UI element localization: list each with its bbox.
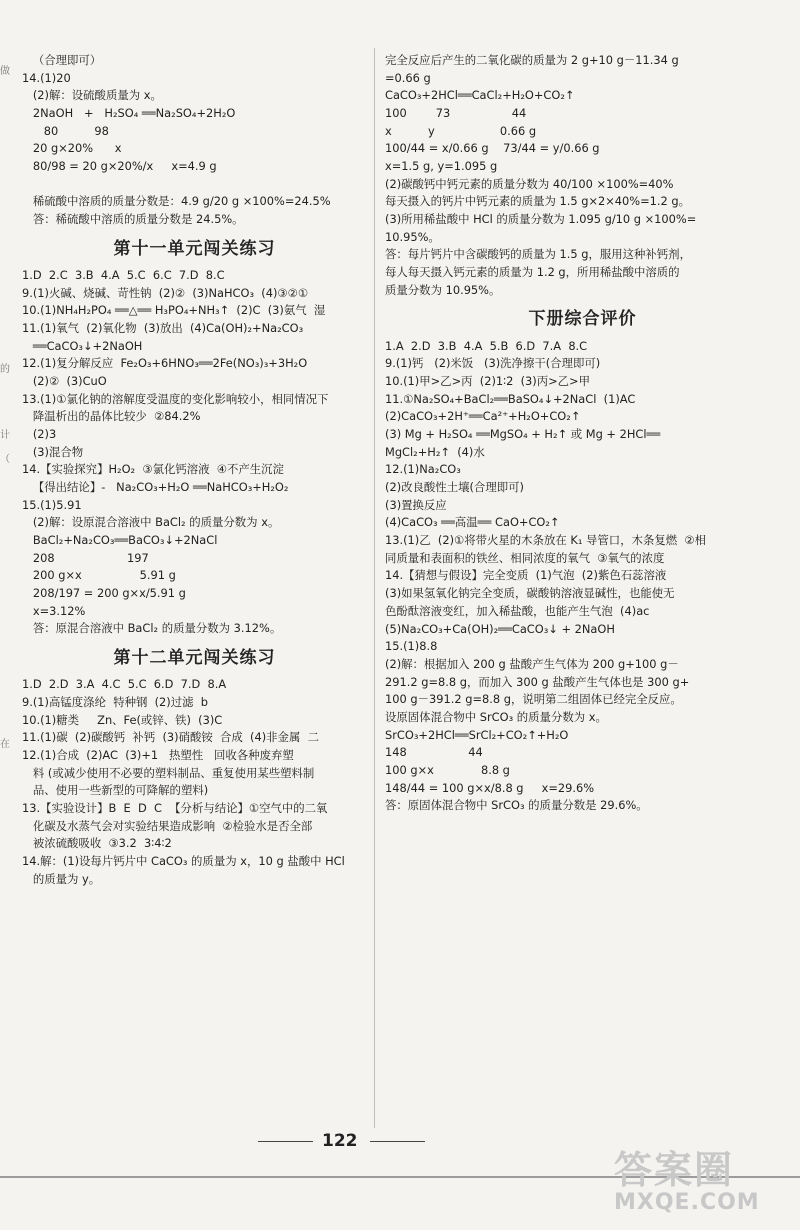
text-line: 100 g×x 8.8 g [385,762,510,777]
text-line: SrCO₃+2HCl══SrCl₂+CO₂↑+H₂O [385,727,569,742]
text-line: (2)CaCO₃+2H⁺══Ca²⁺+H₂O+CO₂↑ [385,409,581,424]
text-line: 100/44 = x/0.66 g 73/44 = y/0.66 g [385,141,600,156]
text-line: (3)所用稀盐酸中 HCl 的质量分数为 1.095 g/10 g ×100%= [385,212,697,227]
text-line: 15.(1)5.91 [22,497,82,512]
text-line: (2)碳酸钙中钙元素的质量分数为 40/100 ×100%=40% [385,176,674,191]
watermark-logo [614,1150,790,1218]
text-line: (2)② (3)CuO [22,374,107,389]
text-line: 品、使用一些新型的可降解的塑料) [22,783,209,798]
text-line: 答：原固体混合物中 SrCO₃ 的质量分数是 29.6%。 [385,798,648,813]
text-line: 每人每天摄入钙元素的质量为 1.2 g，所用稀盐酸中溶质的 [385,265,680,280]
text-line: (3)如果氢氧化钠完全变质，碳酸钠溶液显碱性，也能使无 [385,586,675,601]
text-line: 同质量和表面积的铁丝、相同浓度的氧气 ③氧气的浓度 [385,550,665,565]
text-line: x=1.5 g, y=1.095 g [385,159,498,174]
page-number-rule-right [370,1141,425,1142]
text-line: (2)改良酸性土壤(合理即可) [385,480,524,495]
text-line: 答：稀硫酸中溶质的质量分数是 24.5%。 [22,211,244,226]
text-line: 148 44 [385,745,483,760]
text-line: 15.(1)8.8 [385,639,438,654]
text-line: 设原固体混合物中 SrCO₃ 的质量分数为 x。 [385,709,607,724]
text-line: (4)CaCO₃ ══高温══ CaO+CO₂↑ [385,515,560,530]
text-line: （合理即可） [22,53,102,67]
text-line: 100 g－391.2 g=8.8 g，说明第二组固体已经完全反应。 [385,692,682,707]
text-line: MgCl₂+H₂↑ (4)水 [385,444,485,459]
text-line: 每天摄入的钙片中钙元素的质量为 1.5 g×2×40%=1.2 g。 [385,194,691,209]
text-line: 14.(1)20 [22,70,71,85]
right-column [385,52,780,815]
text-line: (2)解：根据加入 200 g 盐酸产生气体为 200 g+100 g－ [385,656,679,671]
text-line: =0.66 g [385,70,431,85]
text-line: 14.【猜想与假设】完全变质 (1)气泡 (2)紫色石蕊溶液 [385,568,667,583]
text-line: 200 g×x 5.91 g [22,568,176,583]
watermark-en: MXQE.COM [614,1190,760,1215]
text-line: 11.(1)碳 (2)碳酸钙 补钙 (3)硝酸铵 合成 (4)非金属 二 [22,730,319,745]
text-line: 13.(1)①氯化钠的溶解度受温度的变化影响较小，相同情况下 [22,391,329,406]
text-line: 13.(1)乙 (2)①将带火星的木条放在 K₁ 导管口，木条复燃 ②相 [385,533,706,548]
text-line [22,176,367,194]
text-line: ══CaCO₃↓+2NaOH [22,338,143,353]
page-number: 122 [322,1131,358,1151]
text-line: 11.①Na₂SO₄+BaCl₂══BaSO₄↓+2NaCl (1)AC [385,391,636,406]
text-line: 9.(1)钙 (2)米饭 (3)洗净擦干(合理即可) [385,356,601,371]
text-line: 20 g×20% x [22,141,122,156]
page-number-rule-left [258,1141,313,1142]
edge-char: （ [0,454,10,465]
text-line: 208 197 [22,550,149,565]
text-line: 9.(1)火碱、烧碱、苛性钠 (2)② (3)NaHCO₃ (4)③②① [22,285,309,300]
text-line: 14.解：(1)设每片钙片中 CaCO₃ 的质量为 x，10 g 盐酸中 HCl [22,854,345,869]
edge-char: 在 [0,739,10,750]
text-line: 291.2 g=8.8 g，而加入 300 g 盐酸产生气体也是 300 g+ [385,674,690,689]
text-line: 148/44 = 100 g×x/8.8 g x=29.6% [385,780,595,795]
text-line: 完全反应后产生的二氧化碳的质量为 2 g+10 g－11.34 g [385,53,679,67]
section-heading: 第十一单元闯关练习 [113,238,276,259]
text-line: 料 (或减少使用不必要的塑料制品、重复使用某些塑料制 [22,765,315,780]
text-line: (3)置换反应 [385,497,447,512]
text-line: 10.95%。 [385,229,440,244]
text-line: (2)解：设原混合溶液中 BaCl₂ 的质量分数为 x。 [22,515,280,530]
text-line: 【得出结论】- Na₂CO₃+H₂O ══NaHCO₃+H₂O₂ [22,480,289,495]
text-line: x=3.12% [22,603,86,618]
text-line: 14.【实验探究】H₂O₂ ③氯化钙溶液 ④不产生沉淀 [22,462,284,477]
text-line: 12.(1)复分解反应 Fe₂O₃+6HNO₃══2Fe(NO₃)₃+3H₂O [22,356,308,371]
text-line: 质量分数为 10.95%。 [385,282,501,297]
text-line: 10.(1)甲>乙>丙 (2)1∶2 (3)丙>乙>甲 [385,374,590,389]
column-divider [374,48,375,1128]
text-line: BaCl₂+Na₂CO₃══BaCO₃↓+2NaCl [22,533,218,548]
text-line: 的质量为 y。 [22,871,101,886]
edge-char: 做 [0,66,10,77]
text-line: 答：每片钙片中含碳酸钙的质量为 1.5 g，服用这种补钙剂， [385,247,691,262]
text-line: CaCO₃+2HCl══CaCl₂+H₂O+CO₂↑ [385,88,575,103]
text-line: 11.(1)氧气 (2)氧化物 (3)放出 (4)Ca(OH)₂+Na₂CO₃ [22,321,304,335]
text-line: (2)解：设硫酸质量为 x。 [22,88,162,103]
section-heading: 第十二单元闯关练习 [113,648,276,669]
text-line: 10.(1)糖类 Zn、Fe(或锌、铁) (3)C [22,712,223,727]
text-line: (2)3 [22,427,57,442]
text-line: 12.(1)合成 (2)AC (3)+1 热塑性 回收各种废弃塑 [22,748,294,763]
text-line: 降温析出的晶体比较少 ②84.2% [22,409,201,424]
text-line: 2NaOH + H₂SO₄ ══Na₂SO₄+2H₂O [22,106,236,121]
text-line: x y 0.66 g [385,123,537,138]
edge-char: 计 [0,430,10,441]
text-line: 80/98 = 20 g×20%/x x=4.9 g [22,159,217,174]
text-line: 12.(1)Na₂CO₃ [385,462,461,477]
text-line: 13.【实验设计】B E D C 【分析与结论】①空气中的二氧 [22,801,328,816]
text-line: 化碳及水蒸气会对实验结果造成影响 ②检验水是否全部 [22,818,313,833]
section-heading: 下册综合评价 [528,309,637,330]
text-line: 100 73 44 [385,106,527,121]
left-column [22,52,367,889]
text-line: (3) Mg + H₂SO₄ ══MgSO₄ + H₂↑ 或 Mg + 2HCl══ [385,427,661,442]
text-line: 1.A 2.D 3.B 4.A 5.B 6.D 7.A 8.C [385,338,588,353]
watermark-cn: 答案圈 [614,1148,735,1192]
text-line: 被浓硫酸吸收 ③3.2 3∶4∶2 [22,836,172,851]
text-line: 10.(1)NH₄H₂PO₄ ══△══ H₃PO₄+NH₃↑ (2)C (3)氨气 湿 [22,303,326,318]
text-line: (3)混合物 [22,444,84,459]
text-line: 1.D 2.D 3.A 4.C 5.C 6.D 7.D 8.A [22,677,227,692]
text-line: 答：原混合溶液中 BaCl₂ 的质量分数为 3.12%。 [22,621,282,636]
text-line: (5)Na₂CO₃+Ca(OH)₂══CaCO₃↓ + 2NaOH [385,621,615,636]
text-line: 80 98 [22,123,109,138]
text-line: 208/197 = 200 g×x/5.91 g [22,586,186,601]
text-line: 稀硫酸中溶质的质量分数是：4.9 g/20 g ×100%=24.5% [22,194,331,209]
edge-char: 的 [0,364,10,375]
text-line: 9.(1)高锰度涤纶 特种钢 (2)过滤 b [22,695,208,710]
text-line: 色酚酞溶液变红，加入稀盐酸，也能产生气泡 (4)ac [385,603,650,618]
text-line: 1.D 2.C 3.B 4.A 5.C 6.C 7.D 8.C [22,267,225,282]
